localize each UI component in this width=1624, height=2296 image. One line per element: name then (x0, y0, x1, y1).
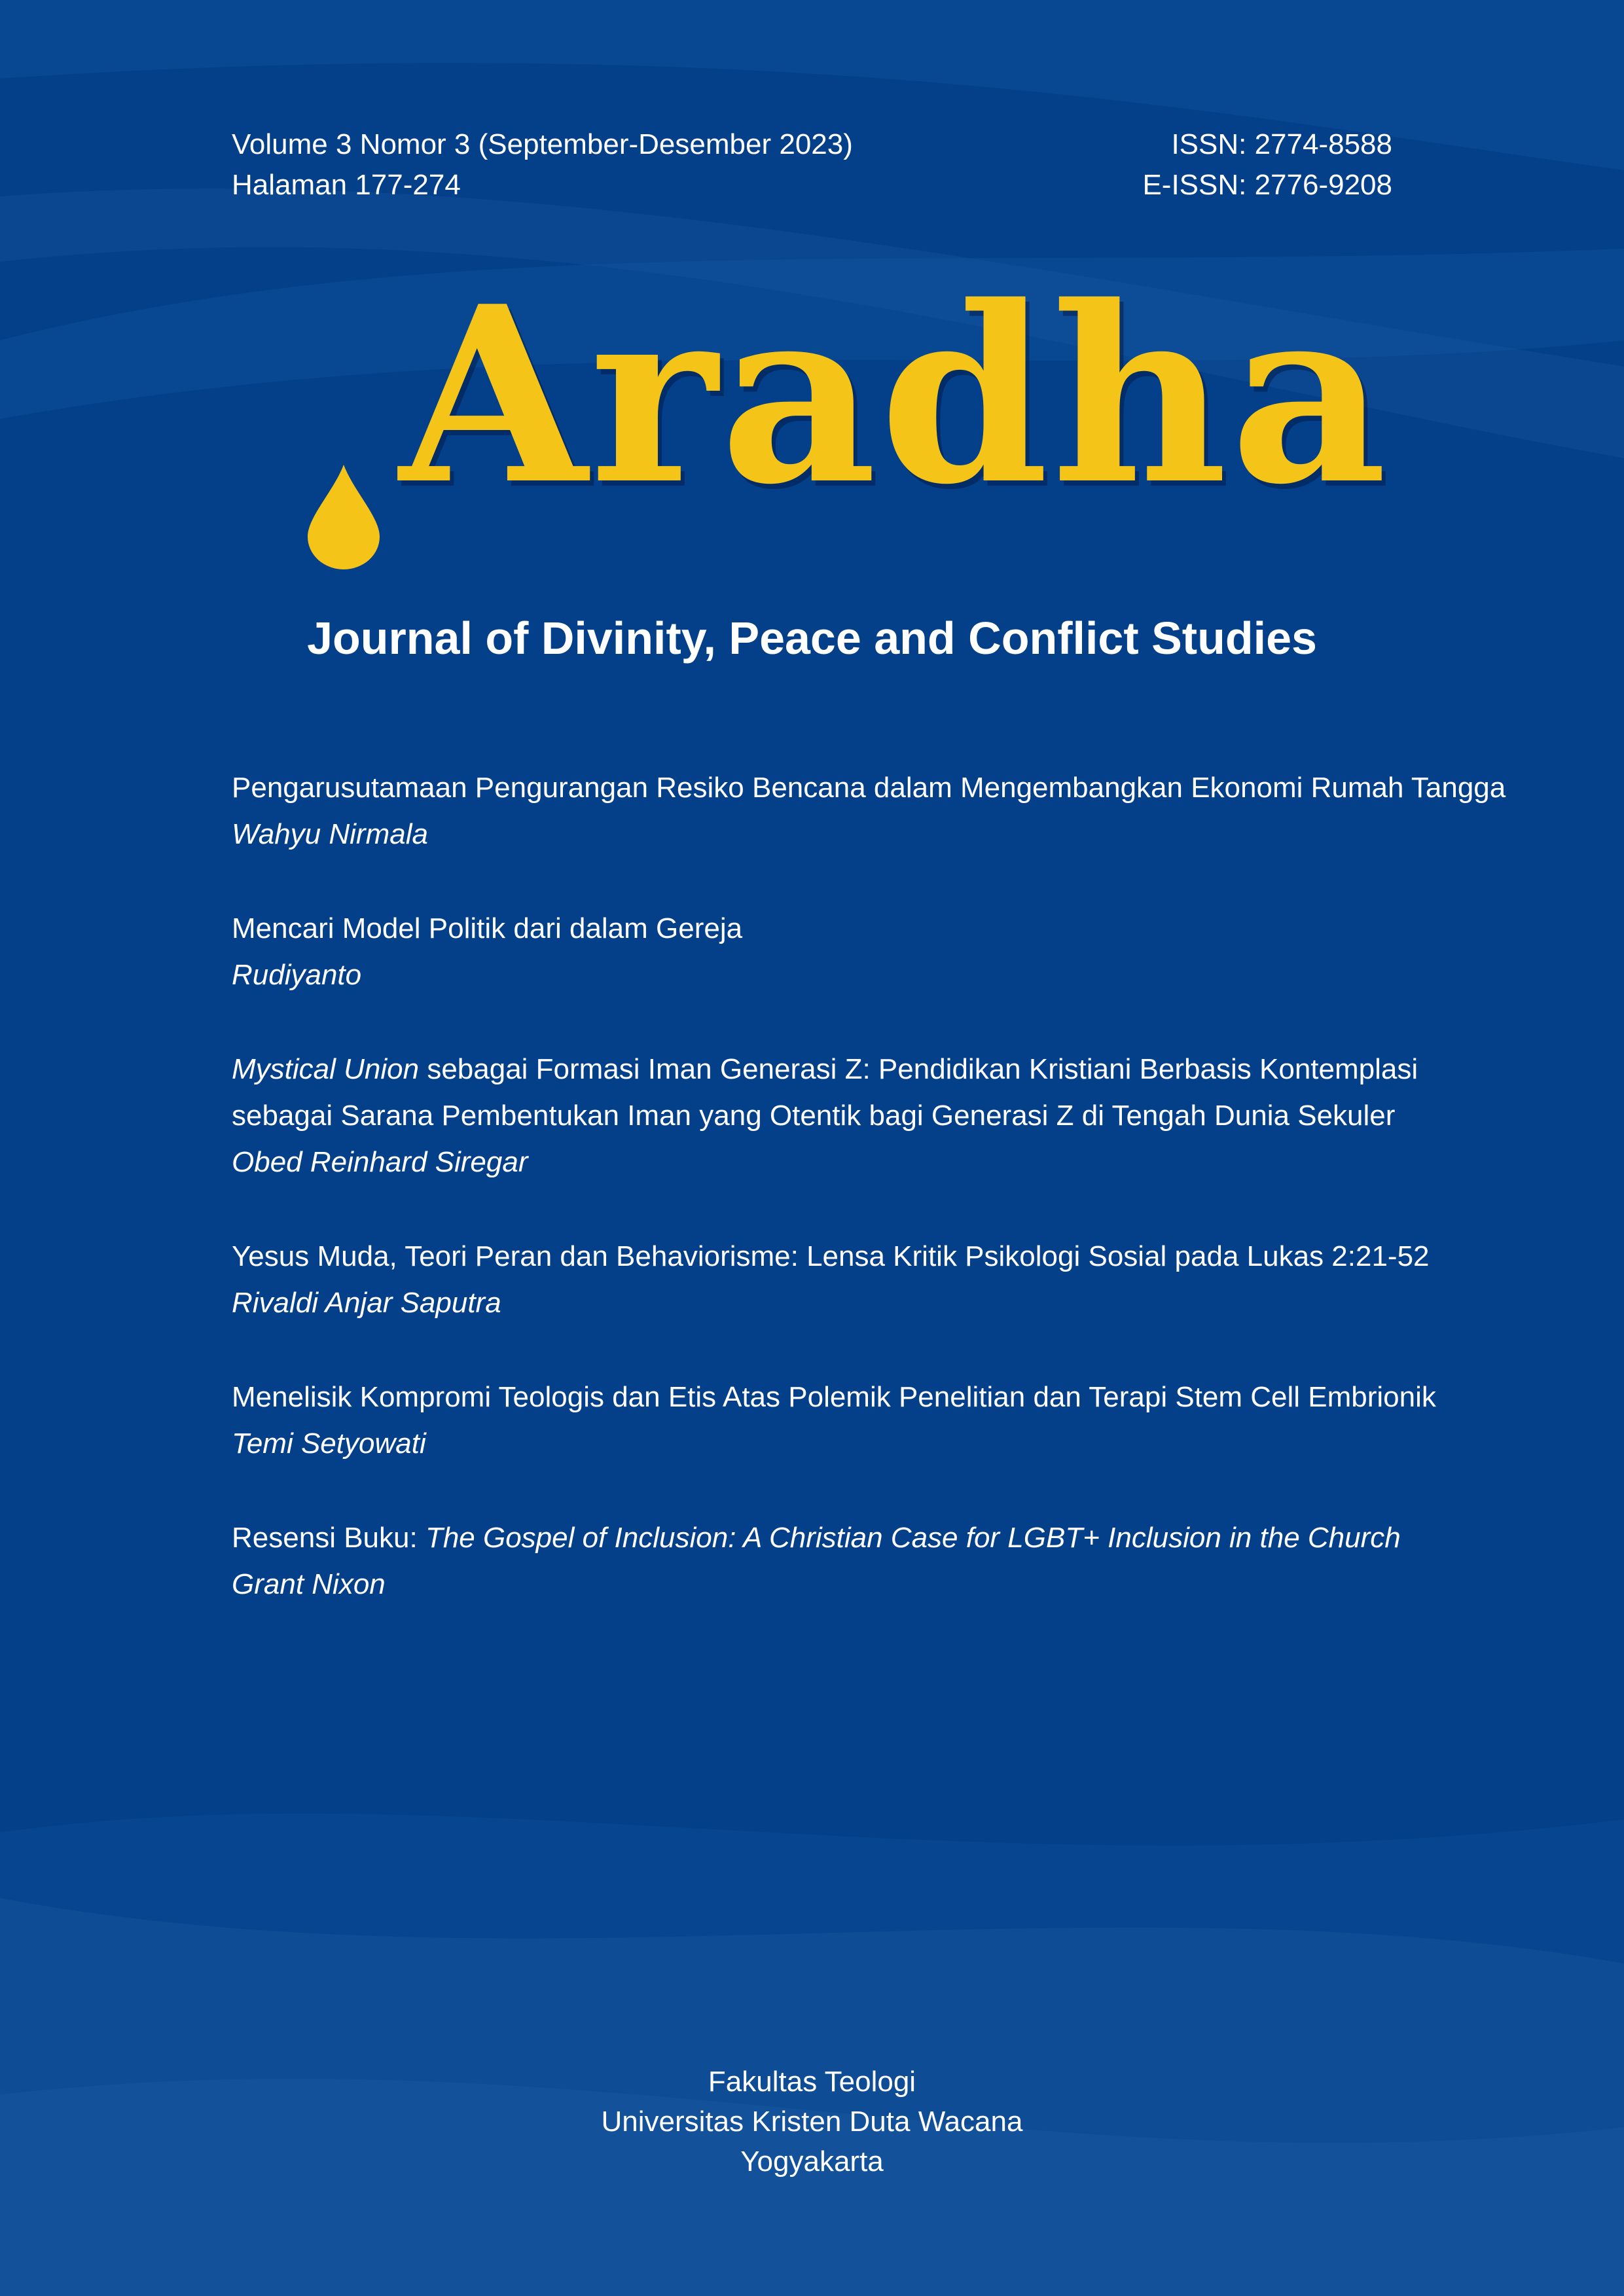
article-title-italic: Mystical Union (232, 1053, 420, 1085)
article-author: Rivaldi Anjar Saputra (232, 1287, 501, 1319)
article-entry (232, 1046, 1541, 1185)
city: Yogyakarta (740, 2145, 884, 2178)
article-title-line2: sebagai Sarana Pembentukan Iman yang Otentik bagi Generasi Z di Tengah Dunia Sekuler (232, 1100, 1396, 1132)
journal-masthead (301, 254, 1390, 576)
faculty: Fakultas Teologi (708, 2066, 916, 2098)
table-of-contents (232, 764, 1541, 1655)
article-author: Obed Reinhard Siregar (232, 1146, 528, 1178)
article-title-rest: sebagai Formasi Iman Generasi Z: Pendidikan Kristiani Berbasis Kontemplasi (419, 1053, 1418, 1085)
article-author: Wahyu Nirmala (232, 818, 428, 850)
article-entry (232, 905, 1541, 998)
article-title (232, 1046, 1541, 1092)
publisher-info (0, 2062, 1624, 2181)
issue-info (232, 124, 853, 206)
article-author: Rudiyanto (232, 959, 362, 991)
journal-title-initial: A (399, 254, 590, 538)
article-title (232, 1515, 1541, 1561)
article-entry (232, 1515, 1541, 1607)
issn-info (1142, 124, 1392, 206)
volume-line: Volume 3 Nomor 3 (September-Desember 2023) (232, 128, 853, 160)
article-author: Temi Setyowati (232, 1427, 426, 1460)
pages-line: Halaman 177-274 (232, 169, 461, 201)
university: Universitas Kristen Duta Wacana (601, 2106, 1023, 2138)
article-entry (232, 1374, 1541, 1467)
article-entry (232, 1233, 1541, 1326)
issn: ISSN: 2774-8588 (1171, 128, 1392, 160)
article-title: Menelisik Kompromi Teologis dan Etis Atas Polemik Penelitian dan Terapi Stem Cell Embrionik (232, 1381, 1436, 1413)
article-author: Grant Nixon (232, 1568, 386, 1600)
article-title: Mencari Model Politik dari dalam Gereja (232, 912, 743, 944)
journal-title (399, 254, 1390, 538)
drop-logo-icon (308, 465, 380, 569)
article-title-prefix: Resensi Buku: (232, 1522, 425, 1554)
article-entry (232, 764, 1541, 857)
journal-title-rest: radha (590, 254, 1390, 538)
journal-subtitle: Journal of Divinity, Peace and Conflict Studies (307, 613, 1317, 664)
eissn: E-ISSN: 2776-9208 (1142, 169, 1392, 201)
article-title: Pengarusutamaan Pengurangan Resiko Bencana dalam Mengembangkan Ekonomi Rumah Tangga (232, 772, 1506, 804)
article-title: Yesus Muda, Teori Peran dan Behaviorisme: Lensa Kritik Psikologi Sosial pada Lukas 2:21-52 (232, 1240, 1430, 1272)
article-title-italic: The Gospel of Inclusion: A Christian Case for LGBT+ Inclusion in the Church (425, 1522, 1401, 1554)
